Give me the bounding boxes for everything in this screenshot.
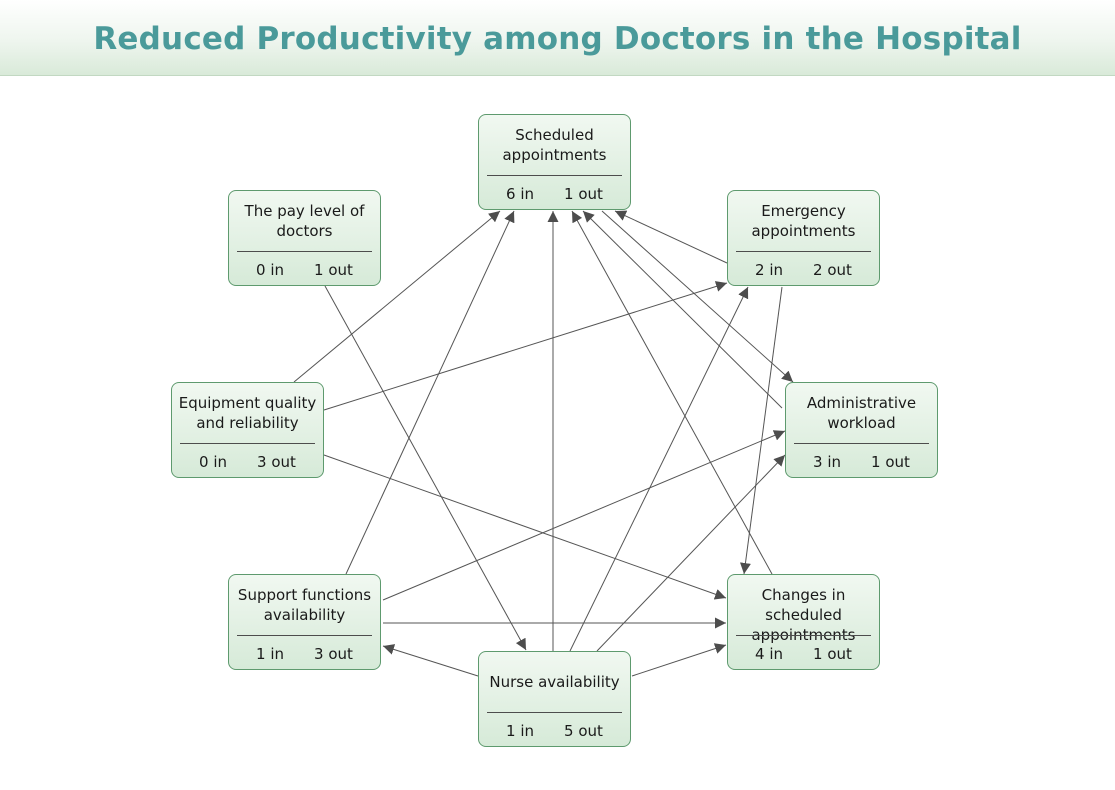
edge-emergency-to-scheduled bbox=[615, 211, 727, 263]
edge-nurse-to-changes bbox=[632, 645, 726, 676]
node-label: Emergency appointments bbox=[751, 202, 856, 240]
in-count: 1 in bbox=[506, 722, 535, 740]
node-administrative-workload[interactable] bbox=[785, 382, 938, 478]
node-support-functions[interactable] bbox=[228, 574, 381, 670]
in-count: 3 in bbox=[813, 453, 842, 471]
node-label: The pay level of doctors bbox=[244, 202, 365, 240]
out-count: 1 out bbox=[813, 645, 852, 663]
edge-equipment-to-changes bbox=[324, 455, 726, 598]
node-label: Administrative workload bbox=[806, 394, 917, 432]
out-count: 1 out bbox=[314, 261, 353, 279]
node-equipment-quality[interactable] bbox=[171, 382, 324, 478]
node-divider bbox=[736, 251, 871, 252]
node-changes-in-scheduled[interactable] bbox=[727, 574, 880, 670]
node-divider bbox=[736, 635, 871, 636]
node-divider bbox=[237, 251, 372, 252]
node-label: Changes in scheduled appointments bbox=[751, 586, 856, 644]
edge-support-to-admin bbox=[383, 431, 785, 600]
node-divider bbox=[794, 443, 929, 444]
out-count: 1 out bbox=[564, 185, 603, 203]
out-count: 2 out bbox=[813, 261, 852, 279]
page-title: Reduced Productivity among Doctors in the Hospital bbox=[93, 20, 1022, 57]
out-count: 3 out bbox=[257, 453, 296, 471]
edge-equipment-to-emergency bbox=[324, 283, 727, 410]
node-label: Equipment quality and reliability bbox=[178, 394, 317, 432]
out-count: 5 out bbox=[564, 722, 603, 740]
node-label: Scheduled appointments bbox=[502, 126, 607, 164]
out-count: 1 out bbox=[871, 453, 910, 471]
node-divider bbox=[237, 635, 372, 636]
edge-nurse-to-support bbox=[383, 646, 478, 676]
in-count: 0 in bbox=[256, 261, 285, 279]
node-scheduled-appointments[interactable] bbox=[478, 114, 631, 210]
node-divider bbox=[487, 712, 622, 713]
node-label: Nurse availability bbox=[489, 673, 620, 691]
node-label: Support functions availability bbox=[237, 586, 372, 624]
in-count: 2 in bbox=[755, 261, 784, 279]
in-count: 4 in bbox=[755, 645, 784, 663]
node-nurse-availability[interactable] bbox=[478, 651, 631, 747]
node-pay-level[interactable] bbox=[228, 190, 381, 286]
node-divider bbox=[487, 175, 622, 176]
in-count: 1 in bbox=[256, 645, 285, 663]
node-divider bbox=[180, 443, 315, 444]
node-emergency-appointments[interactable] bbox=[727, 190, 880, 286]
edge-emergency-to-changes bbox=[744, 287, 782, 574]
out-count: 3 out bbox=[314, 645, 353, 663]
in-count: 0 in bbox=[199, 453, 228, 471]
in-count: 6 in bbox=[506, 185, 535, 203]
